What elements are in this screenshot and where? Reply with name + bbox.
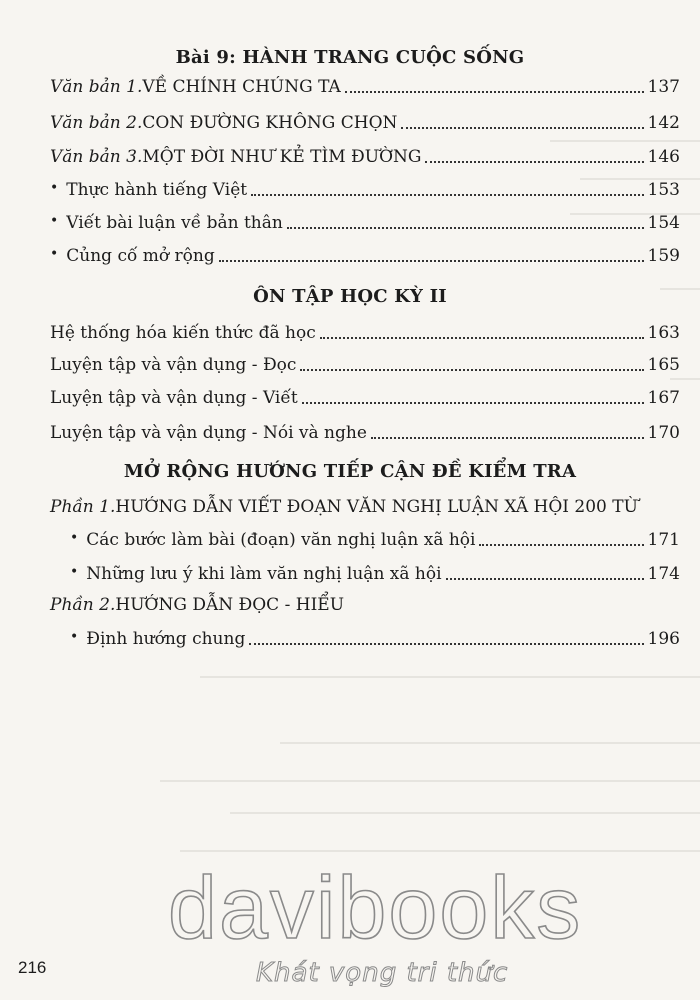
bullet-icon: • <box>70 564 79 580</box>
bleed-through-line <box>180 850 700 852</box>
part-prefix: Phần 2. <box>50 595 116 615</box>
dot-leader <box>425 161 643 163</box>
toc-entry[interactable] <box>70 563 680 585</box>
dot-leader <box>300 369 643 371</box>
entry-page-number: 174 <box>647 564 680 584</box>
bleed-through-line <box>200 676 700 678</box>
section-heading-test-approach: MỞ RỘNG HƯỚNG TIẾP CẬN ĐỀ KIỂM TRA <box>123 461 577 482</box>
dot-leader <box>446 578 644 580</box>
dot-leader <box>302 402 644 404</box>
dot-leader <box>371 437 644 439</box>
entry-title: MỘT ĐỜI NHƯ KẺ TÌM ĐƯỜNG <box>142 147 422 167</box>
page-number: 216 <box>18 958 47 977</box>
entry-page-number: 167 <box>647 388 680 408</box>
entry-prefix: Văn bản 1. <box>50 77 143 97</box>
entry-title: Những lưu ý khi làm văn nghị luận xã hội <box>86 564 442 584</box>
dot-leader <box>345 91 644 93</box>
toc-entry[interactable] <box>70 529 680 551</box>
toc-entry[interactable] <box>50 146 680 168</box>
bullet-icon: • <box>50 246 59 262</box>
watermark-slogan: Khát vọng tri thức <box>256 958 509 988</box>
toc-entry[interactable] <box>50 76 680 98</box>
part-title: HƯỚNG DẪN VIẾT ĐOẠN VĂN NGHỊ LUẬN XÃ HỘI 200 TỪ <box>115 497 638 517</box>
toc-entry[interactable] <box>50 212 680 234</box>
toc-entry[interactable] <box>50 387 680 409</box>
entry-title: Định hướng chung <box>86 629 246 649</box>
entry-title: Các bước làm bài (đoạn) văn nghị luận xã hội <box>86 530 476 550</box>
entry-page-number: 137 <box>647 77 680 97</box>
section-heading-lesson-9: Bài 9: HÀNH TRANG CUỘC SỐNG <box>175 47 525 68</box>
entry-page-number: 146 <box>647 147 680 167</box>
entry-prefix: Văn bản 3. <box>50 147 143 167</box>
entry-title: Luyện tập và vận dụng - Đọc <box>50 355 297 375</box>
toc-entry[interactable] <box>50 112 680 134</box>
entry-title: Thực hành tiếng Việt <box>66 180 248 200</box>
bleed-through-line <box>550 140 700 142</box>
entry-title: Luyện tập và vận dụng - Nói và nghe <box>50 423 367 443</box>
section-heading-review: ÔN TẬP HỌC KỲ II <box>253 286 447 307</box>
entry-page-number: 142 <box>647 113 680 133</box>
toc-entry[interactable] <box>50 245 680 267</box>
entry-page-number: 159 <box>647 246 680 266</box>
entry-page-number: 170 <box>647 423 680 443</box>
bullet-icon: • <box>70 530 79 546</box>
dot-leader <box>249 643 643 645</box>
bullet-icon: • <box>50 213 59 229</box>
entry-page-number: 153 <box>647 180 680 200</box>
bleed-through-line <box>670 378 700 380</box>
entry-title: CON ĐƯỜNG KHÔNG CHỌN <box>142 113 398 133</box>
bleed-through-line <box>160 780 700 782</box>
toc-entry[interactable] <box>50 179 680 201</box>
bleed-through-line <box>230 812 700 814</box>
dot-leader <box>320 337 644 339</box>
dot-leader <box>401 127 643 129</box>
part-heading <box>50 496 680 518</box>
entry-title: VỀ CHÍNH CHÚNG TA <box>142 77 341 97</box>
part-title: HƯỚNG DẪN ĐỌC - HIỂU <box>115 595 345 615</box>
watermark-brand: davibooks <box>168 858 583 957</box>
bleed-through-line <box>280 742 700 744</box>
toc-entry[interactable] <box>50 422 680 444</box>
entry-page-number: 165 <box>647 355 680 375</box>
entry-page-number: 196 <box>647 629 680 649</box>
toc-entry[interactable] <box>50 354 680 376</box>
entry-title: Viết bài luận về bản thân <box>66 213 283 233</box>
dot-leader <box>251 194 643 196</box>
toc-entry[interactable] <box>50 322 680 344</box>
part-prefix: Phần 1. <box>50 497 116 517</box>
dot-leader <box>479 544 643 546</box>
toc-entry[interactable] <box>70 628 680 650</box>
bullet-icon: • <box>50 180 59 196</box>
part-heading <box>50 594 680 616</box>
entry-prefix: Văn bản 2. <box>50 113 143 133</box>
entry-page-number: 154 <box>647 213 680 233</box>
bullet-icon: • <box>70 629 79 645</box>
entry-page-number: 171 <box>647 530 680 550</box>
entry-title: Luyện tập và vận dụng - Viết <box>50 388 298 408</box>
entry-title: Hệ thống hóa kiến thức đã học <box>50 323 316 343</box>
entry-title: Củng cố mở rộng <box>66 246 215 266</box>
dot-leader <box>219 260 644 262</box>
entry-page-number: 163 <box>647 323 680 343</box>
dot-leader <box>287 227 644 229</box>
